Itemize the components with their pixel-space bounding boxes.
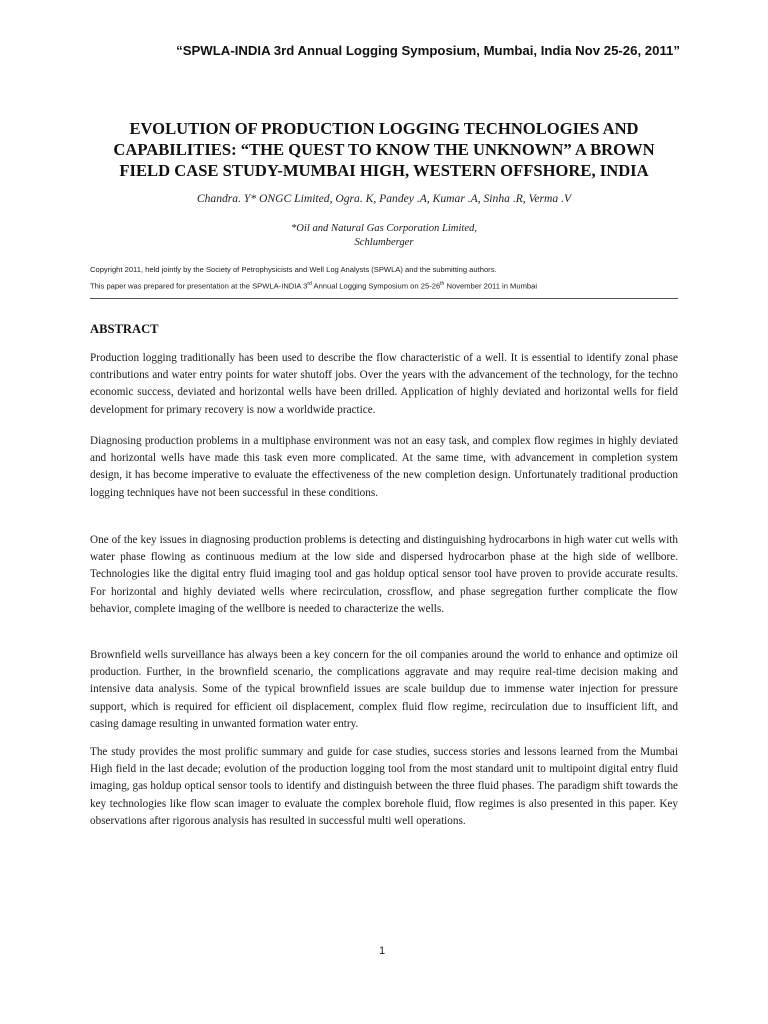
abstract-paragraph: Brownfield wells surveillance has always been a key concern for the oil companies around the world to enhance and optimize oil production. Further, in the brownfield scenario, the complications aggravate and may require real-time decision making and intensive data analysis. Some of the typical brownfield issues are scale buildup due to immense water injection for pressure support, which is required for efficient oil displacement, complex fluid flow regime, recirculation due to insufficient lift, and casing damage resulting in unwanted formation water entry. [90, 649, 678, 730]
affiliation-line-2: Schlumberger [354, 237, 414, 248]
presentation-notice-part-2: Annual Logging Symposium on 25-26 [311, 281, 441, 291]
copyright-notice: Copyright 2011, held jointly by the Society of Petrophysicists and Well Log Analysts (SPWLA) and the submitting authors. [90, 265, 497, 274]
presentation-notice [90, 281, 690, 291]
abstract-paragraph: The study provides the most prolific summary and guide for case studies, success stories and lessons learned from the Mumbai High field in the last decade; evolution of the production logging tool from the most standard unit to multipoint digital entry fluid imaging, gas holdup optical sensor tools to identify and distinguish between the three fluid phases. The paradigm shift towards the key technologies like flow scan imager to evaluate the complex borehole fluid, flow regimes is also presented in this paper. Key observations after rigorous analysis has resulted in successful multi well operations. [90, 746, 678, 827]
page-number: 1 [379, 945, 386, 957]
conference-header: “SPWLA-INDIA 3rd Annual Logging Symposium, Mumbai, India Nov 25-26, 2011” [176, 43, 680, 58]
affiliation-line-1: *Oil and Natural Gas Corporation Limited, [290, 223, 477, 234]
abstract-paragraph: One of the key issues in diagnosing production problems is detecting and distinguishing hydrocarbons in high water cut wells with water phase flowing as continuous medium at the low side and dispersed hydrocarbon phase at the high side of wellbore. Technologies like the digital entry fluid imaging tool and gas holdup optical sensor tool have proven to provide accurate results. For horizontal and highly deviated wells where recirculation, crossflow, and phase segregation further complicate the flow behavior, complete imaging of the wellbore is needed to characterize the wells. [90, 534, 678, 615]
abstract-heading: ABSTRACT [90, 322, 159, 336]
presentation-notice-part-3: November 2011 in Mumbai [444, 281, 538, 291]
paper-title: EVOLUTION OF PRODUCTION LOGGING TECHNOLOGIES AND CAPABILITIES: “THE QUEST TO KNOW THE UNKNOWN” A BROWN FIELD CASE STUDY-MUMBAI HIGH, WESTERN OFFSHORE, INDIA [113, 119, 655, 180]
abstract-paragraph: Production logging traditionally has been used to describe the flow characteristic of a well. It is essential to identify zonal phase contributions and water entry points for water shutoff jobs. Over the years with the advancement of the technology, for the techno economic success, deviated and horizontal wells have been drilled. Application of highly deviated and horizontal wells for field development for primary recovery is now a worldwide practice. [90, 352, 678, 416]
ordinal-suffix-th: th [440, 281, 445, 287]
presentation-notice-part-1: This paper was prepared for presentation at the SPWLA-INDIA 3 [90, 281, 308, 291]
ordinal-suffix-rd: rd [307, 281, 312, 287]
horizontal-divider [90, 298, 678, 299]
author-list: Chandra. Y* ONGC Limited, Ogra. K, Pandey .A, Kumar .A, Sinha .R, Verma .V [196, 192, 572, 205]
affiliations [90, 222, 678, 250]
abstract-paragraph: Diagnosing production problems in a multiphase environment was not an easy task, and complex flow regimes in highly deviated and horizontal wells have made this task even more complicated. At the same time, with advancement in completion system design, it has become imperative to evaluate the effectiveness of the new completion design. Unfortunately traditional production logging techniques have not been successful in these conditions. [90, 435, 678, 499]
